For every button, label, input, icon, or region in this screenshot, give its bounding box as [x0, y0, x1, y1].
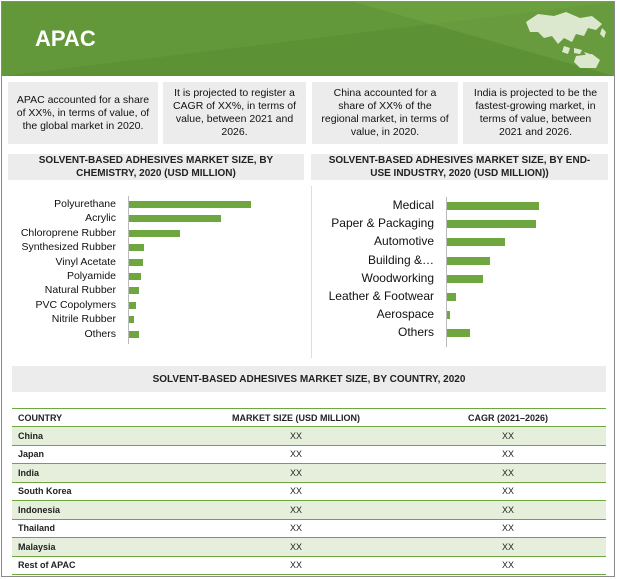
fact-box: APAC accounted for a share of XX%, in terms of value, of the global market in 2020.	[8, 82, 158, 144]
cagr-cell: XX	[404, 556, 606, 575]
chart-bar	[129, 215, 221, 222]
bar-category-label: Aerospace	[376, 307, 434, 322]
bar-category-label: Vinyl Acetate	[55, 255, 116, 268]
bar-category-label: Others	[397, 325, 434, 340]
country-cell: Indonesia	[12, 501, 182, 520]
table-row	[12, 464, 606, 483]
chart-bar	[447, 220, 536, 228]
bar-category-label: Nitrile Rubber	[51, 313, 116, 326]
bar-category-label: Polyurethane	[54, 198, 116, 210]
table-row	[12, 445, 606, 464]
chart-bar	[129, 302, 136, 309]
market-size-cell: XX	[182, 519, 404, 538]
bar-category-label: Paper & Packaging	[331, 216, 434, 231]
chart-bar	[129, 201, 251, 208]
country-cell: Rest of APAC	[12, 556, 182, 575]
chart-divider	[311, 186, 312, 358]
country-table	[12, 408, 606, 575]
chart-bar	[129, 316, 134, 323]
chart-bar	[129, 244, 144, 251]
end-use-chart-title: SOLVENT-BASED ADHESIVES MARKET SIZE, BY END-USE INDUSTRY, 2020 (USD MILLION))	[311, 154, 608, 180]
market-size-cell: XX	[182, 445, 404, 464]
country-cell: India	[12, 464, 182, 483]
country-cell: Japan	[12, 445, 182, 464]
chart-bar	[447, 238, 505, 246]
cagr-cell: XX	[404, 464, 606, 483]
chart-bar	[447, 329, 470, 337]
cagr-cell: XX	[404, 519, 606, 538]
market-size-cell: XX	[182, 464, 404, 483]
bar-category-label: PVC Copolymers	[35, 298, 116, 311]
market-size-cell: XX	[182, 427, 404, 446]
chart-bar	[447, 275, 483, 283]
header-banner	[2, 2, 614, 76]
fact-box: India is projected to be the fastest-growing market, in terms of value, between 2021 and 2026.	[463, 82, 608, 144]
market-size-cell: XX	[182, 556, 404, 575]
table-row	[12, 538, 606, 557]
chart-bar	[129, 273, 141, 280]
bar-category-label: Acrylic	[85, 212, 116, 225]
bar-category-label: Medical	[392, 198, 434, 212]
country-cell: South Korea	[12, 482, 182, 501]
key-facts	[8, 82, 608, 144]
bar-category-label: Leather & Footwear	[328, 289, 434, 303]
cagr-cell: XX	[404, 501, 606, 520]
table-body	[12, 427, 606, 575]
chart-bar	[447, 293, 456, 301]
market-size-cell: XX	[182, 501, 404, 520]
chart-bar	[447, 257, 490, 265]
bar-category-label: Chloroprene Rubber	[20, 226, 116, 239]
market-size-cell: XX	[182, 482, 404, 501]
country-cell: Malaysia	[12, 538, 182, 557]
table-row	[12, 482, 606, 501]
infographic-frame	[1, 1, 615, 577]
bar-category-label: Polyamide	[66, 270, 116, 282]
cagr-cell: XX	[404, 445, 606, 464]
table-row	[12, 556, 606, 575]
country-cell: Thailand	[12, 519, 182, 538]
chart-bar	[447, 202, 539, 210]
chart-bar	[447, 311, 450, 319]
bar-category-label: Woodworking	[361, 270, 434, 285]
cagr-cell: XX	[404, 538, 606, 557]
cagr-cell: XX	[404, 482, 606, 501]
table-header-row	[12, 409, 606, 427]
column-header-market-size: MARKET SIZE (USD MILLION)	[182, 409, 404, 427]
chart-bar	[129, 331, 139, 338]
country-cell: China	[12, 427, 182, 446]
column-header-cagr: CAGR (2021–2026)	[404, 409, 606, 427]
chart-bar	[129, 230, 180, 237]
column-header-country: COUNTRY	[12, 409, 182, 427]
fact-box: It is projected to register a CAGR of XX%, in terms of value, between 2021 and 2026.	[163, 82, 306, 144]
fact-box: China accounted for a share of XX% of the regional market, in terms of value, in 2020.	[312, 82, 458, 144]
bar-category-label: Natural Rubber	[44, 284, 116, 297]
chemistry-chart-title: SOLVENT-BASED ADHESIVES MARKET SIZE, BY CHEMISTRY, 2020 (USD MILLION)	[8, 154, 304, 180]
bar-category-label: Others	[84, 327, 116, 340]
table-row	[12, 501, 606, 520]
market-size-cell: XX	[182, 538, 404, 557]
bar-category-label: Automotive	[373, 234, 434, 249]
country-table-title: SOLVENT-BASED ADHESIVES MARKET SIZE, BY COUNTRY, 2020	[12, 366, 606, 392]
bar-category-label: Building &…	[367, 252, 434, 267]
table-row	[12, 519, 606, 538]
page-title: APAC	[35, 26, 96, 51]
table-row	[12, 427, 606, 446]
chart-bar	[129, 259, 143, 266]
apac-map-icon	[518, 8, 608, 70]
cagr-cell: XX	[404, 427, 606, 446]
bar-category-label: Synthesized Rubber	[21, 241, 116, 254]
chart-bar	[129, 287, 139, 294]
